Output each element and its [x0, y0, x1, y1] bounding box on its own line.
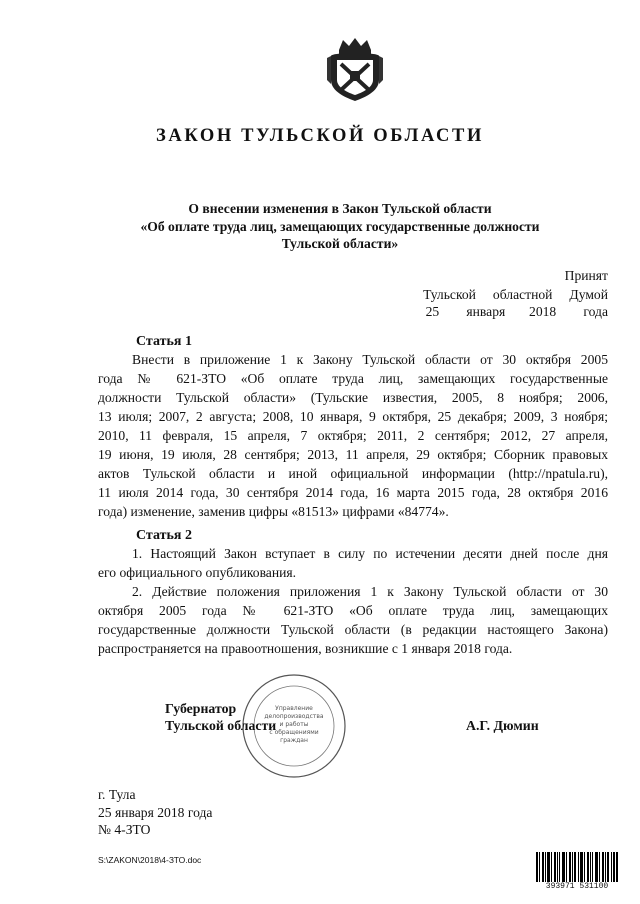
- adoption-label: Принят: [564, 268, 608, 283]
- svg-text:Управление: Управление: [275, 705, 313, 712]
- article-1-line: Внести в приложение 1 к Закону Тульской области от 30 октября 2005: [132, 352, 608, 367]
- coat-of-arms-emblem: [325, 36, 385, 102]
- signing-details: [98, 786, 212, 839]
- subtitle-line: «Об оплате труда лиц, замещающих государственные должности: [140, 218, 540, 234]
- article-1-line: года) изменение, заменив цифры «81513» цифрами «84774».: [98, 504, 449, 519]
- governor-title: Губернатор: [165, 701, 237, 716]
- article-1-line: 11 июля 2014 года, 30 сентября 2014 года, 16 марта 2015 года, 28 октября 2016: [98, 485, 608, 500]
- article-2-line: его официального опубликования.: [98, 565, 297, 580]
- subtitle-line: О внесении изменения в Закон Тульской области: [188, 201, 492, 216]
- signing-date: 25 января 2018 года: [98, 804, 213, 820]
- article-2-line: распространяется на правоотношения, возникшие с 1 января 2018 года.: [98, 641, 513, 656]
- article-1-line: года № 621-ЗТО «Об оплате труда лиц, замещающих государственные: [98, 371, 608, 386]
- svg-text:делопроизводства: делопроизводства: [264, 713, 324, 720]
- article-2-heading: Статья 2: [136, 528, 192, 543]
- svg-text:с обращениями: с обращениями: [269, 729, 319, 736]
- svg-text:граждан: граждан: [280, 737, 308, 744]
- law-subtitle: [140, 200, 540, 253]
- subtitle-line: Тульской области»: [281, 236, 399, 251]
- governor-region: Тульской области: [165, 718, 277, 733]
- barcode: [536, 852, 618, 882]
- article-1-line: 19 июня, 19 июля, 28 сентября; 2013, 11 апреля, 29 октября; Сборник правовых: [98, 447, 608, 462]
- governor-name: А.Г. Дюмин: [466, 718, 539, 733]
- article-1-line: 2010, 11 февраля, 15 апреля, 7 октября; 2011, 2 сентября; 2012, 27 апреля,: [98, 428, 608, 443]
- signing-place: г. Тула: [98, 787, 136, 802]
- article-2-line: 1. Настоящий Закон вступает в силу по истечении десяти дней после дня: [132, 546, 608, 561]
- article-1-line: актов Тульской области и иной официальной информации (http://npatula.ru),: [98, 466, 608, 481]
- article-2-line: 2. Действие положения приложения 1 к Закону Тульской области от 30: [132, 584, 608, 599]
- law-title: ЗАКОН ТУЛЬСКОЙ ОБЛАСТИ: [156, 126, 484, 146]
- barcode-number: 393971 531100: [545, 882, 609, 891]
- article-1-heading: Статья 1: [136, 334, 192, 349]
- svg-text:и работы: и работы: [279, 721, 309, 728]
- article-1-line: должности Тульской области» (Тульские известия, 2005, 8 ноября; 2006,: [98, 390, 608, 405]
- article-2-line: государственные должности Тульской области (в редакции настоящего Закона): [98, 622, 608, 637]
- law-number: № 4-ЗТО: [98, 822, 151, 837]
- file-path: S:\ZAKON\2018\4-ЗТО.doc: [98, 855, 202, 865]
- adoption-body: Тульской областной Думой: [423, 287, 608, 302]
- article-2-line: октября 2005 года № 621-ЗТО «Об оплате труда лиц, замещающих: [98, 603, 608, 618]
- article-1-line: 13 июля; 2007, 2 августа; 2008, 10 января, 9 октября, 25 декабря; 2009, 3 ноября;: [98, 409, 608, 424]
- governor-position: [165, 700, 276, 734]
- adoption-date: 25 января 2018 года: [425, 304, 608, 319]
